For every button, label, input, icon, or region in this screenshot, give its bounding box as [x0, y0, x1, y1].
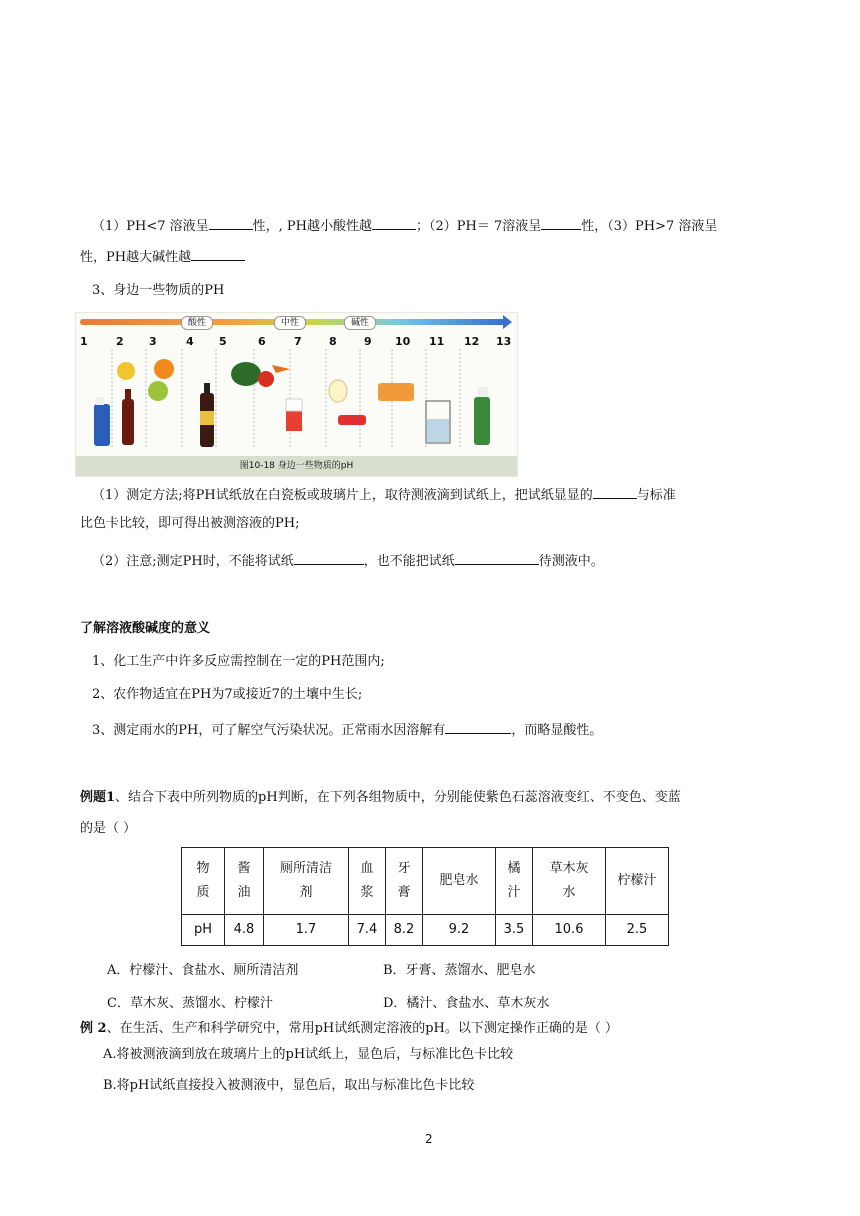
tag-neutral: 中性	[274, 316, 306, 330]
text: 性，, PH越小酸性越	[252, 219, 373, 234]
scale-number: 5	[219, 335, 227, 348]
scale-number: 4	[186, 335, 194, 348]
fill-blank[interactable]	[445, 719, 511, 734]
section3-title: 3、身边一些物质的PH	[92, 283, 225, 298]
method-line-3	[92, 550, 604, 571]
fill-blank[interactable]	[541, 215, 581, 230]
example2-option-a[interactable]: A.将被测液滴到放在玻璃片上的pH试纸上，显色后，与标准比色卡比较	[103, 1047, 514, 1062]
fill-blank[interactable]	[191, 246, 245, 261]
table-cell: 1.7	[264, 915, 349, 946]
table-cell: pH	[182, 915, 225, 946]
table-header-row	[182, 848, 669, 915]
scale-number: 7	[294, 335, 302, 348]
scale-number: 10	[395, 335, 411, 348]
text: （1）测定方法;将PH试纸放在白瓷板或玻璃片上，取待测液滴到试纸上，把试纸显显的	[92, 488, 593, 503]
option-d[interactable]: D．橘汁、食盐水、草木灰水	[383, 996, 550, 1011]
option-c[interactable]: C．草木灰、蒸馏水、柠檬汁	[107, 996, 273, 1011]
fill-blank[interactable]	[455, 550, 539, 565]
scale-number: 1	[80, 335, 88, 348]
tag-base: 碱性	[344, 316, 376, 330]
arrow-head-icon	[503, 315, 512, 329]
table-cell: 3.5	[496, 915, 533, 946]
text: ，而略显酸性。	[511, 723, 603, 738]
table-cell: 牙 膏	[386, 848, 423, 915]
text: 、结合下表中所列物质的pH判断，在下列各组物质中，分别能使紫色石蕊溶液变红、不变色、变蓝	[115, 790, 681, 805]
page-number: 2	[425, 1132, 433, 1146]
scale-number: 6	[258, 335, 266, 348]
ph-figure	[75, 312, 518, 477]
scale-number: 9	[364, 335, 372, 348]
example1-question	[80, 789, 681, 807]
scale-number: 3	[149, 335, 157, 348]
text: ，也不能把试纸	[363, 554, 455, 569]
table-cell: 物 质	[182, 848, 225, 915]
table-cell: 橘 汁	[496, 848, 533, 915]
example2-question	[80, 1020, 618, 1038]
table-values-row	[182, 915, 669, 946]
text: 待测液中。	[538, 554, 604, 569]
example-label: 例 2	[80, 1021, 107, 1036]
table-cell: 8.2	[386, 915, 423, 946]
table-cell: 9.2	[423, 915, 496, 946]
table-cell: 柠檬汁	[606, 848, 669, 915]
scale-number: 11	[429, 335, 445, 348]
fill-blank[interactable]	[593, 484, 637, 499]
ph-notes-line-2	[80, 246, 245, 267]
option-a[interactable]: A．柠檬汁、食盐水、厕所清洁剂	[107, 963, 299, 978]
method-line-1	[92, 484, 676, 505]
table-cell: 厕所清洁 剂	[264, 848, 349, 915]
significance-title: 了解溶液酸碱度的意义	[80, 621, 211, 636]
text: 、在生活、生产和科学研究中，常用pH试纸测定溶液的pH。以下测定操作正确的是（ ）	[106, 1021, 619, 1036]
fill-blank[interactable]	[209, 215, 253, 230]
text: （1）PH<7 溶液呈	[92, 219, 209, 234]
table-cell: 10.6	[533, 915, 606, 946]
scale-number: 2	[116, 335, 124, 348]
option-b[interactable]: B．牙膏、蒸馏水、肥皂水	[383, 963, 536, 978]
example1-question-end: 的是（ ）	[80, 821, 137, 836]
method-line-2: 比色卡比较，即可得出被测溶液的PH;	[80, 516, 300, 531]
example-label: 例题1	[80, 790, 116, 805]
tag-acid: 酸性	[181, 316, 213, 330]
scale-number: 12	[464, 335, 480, 348]
fill-blank[interactable]	[294, 550, 364, 565]
fill-blank[interactable]	[372, 215, 416, 230]
text: 性，PH越大碱性越	[80, 250, 192, 265]
table-cell: 肥皂水	[423, 848, 496, 915]
text: 性，（3）PH>7 溶液呈	[581, 219, 718, 234]
significance-item-1: 1、化工生产中许多反应需控制在一定的PH范围内;	[92, 654, 385, 669]
table-cell: 酱 油	[225, 848, 264, 915]
table-cell: 血 浆	[349, 848, 386, 915]
table-cell: 草木灰 水	[533, 848, 606, 915]
table-cell: 4.8	[225, 915, 264, 946]
text: ；（2）PH＝ 7溶液呈	[416, 219, 542, 234]
household-items-illustration	[76, 349, 517, 455]
ph-notes-line-1	[92, 215, 717, 236]
significance-item-2: 2、农作物适宜在PH为7或接近7的土壤中生长;	[92, 687, 363, 702]
table-cell: 2.5	[606, 915, 669, 946]
scale-number: 13	[496, 335, 512, 348]
example2-option-b[interactable]: B.将pH试纸直接投入被测液中，显色后，取出与标准比色卡比较	[103, 1078, 475, 1093]
figure-caption: 图10-18 身边一些物质的pH	[76, 456, 517, 476]
ph-table	[181, 847, 669, 946]
text: 3、测定雨水的PH，可了解空气污染状况。正常雨水因溶解有	[92, 723, 446, 738]
scale-number: 8	[329, 335, 337, 348]
text: 与标准	[636, 488, 676, 503]
significance-item-3	[92, 719, 602, 740]
text: （2）注意;测定PH时，不能将试纸	[92, 554, 294, 569]
table-cell: 7.4	[349, 915, 386, 946]
